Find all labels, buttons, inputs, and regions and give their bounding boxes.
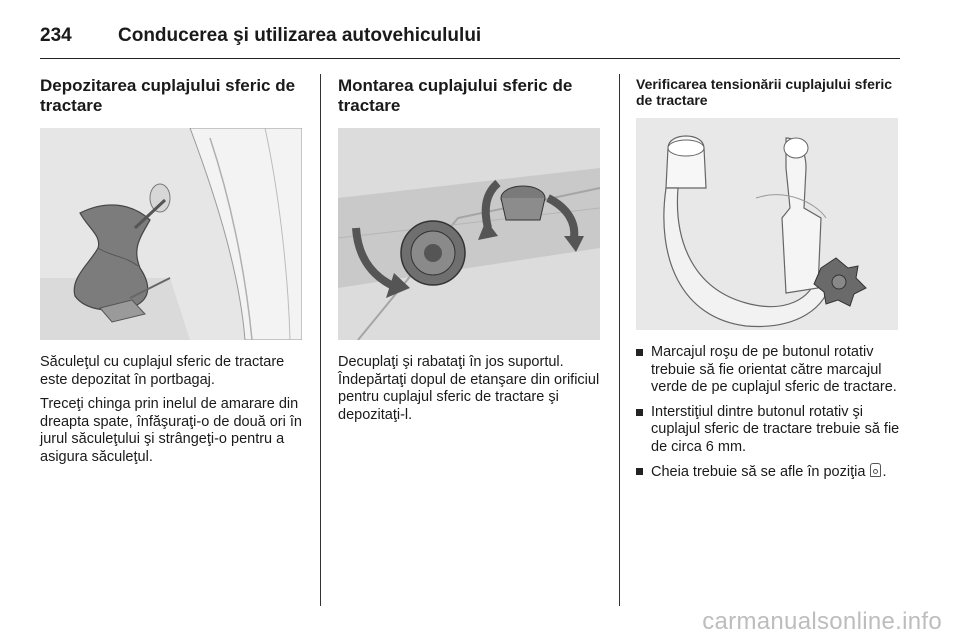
page-number: 234 (40, 25, 72, 46)
towbar-illustration (636, 118, 898, 330)
bullet-text-1: Marcajul roşu de pe butonul rotativ trebuie să fie orientat către marcajul verde de pe cuplajul sferic de tractare. (651, 344, 897, 395)
list-item (636, 344, 902, 397)
watermark: carmanualsonline.info (702, 608, 942, 635)
bullet-square-icon (636, 349, 643, 356)
page-title: Conducerea şi utilizarea autovehiculului (118, 25, 482, 46)
key-position-icon (870, 463, 881, 477)
bullet-square-icon (636, 468, 643, 475)
column-check-tension (636, 76, 902, 489)
list-item (636, 404, 902, 457)
bullet-text-3-end: . (882, 464, 887, 480)
column-storage (40, 76, 304, 466)
page-header (40, 14, 900, 59)
storage-text-1: Săculeţul cu cuplajul sferic de tractare este depozitat în portbagaj. (40, 354, 285, 388)
tow-socket-illustration (338, 128, 600, 340)
section-heading-mounting: Montarea cuplajului sferic de tractare (338, 76, 573, 115)
section-heading-check-tension: Verificarea tensionării cuplajului sferic de tractare (636, 76, 892, 108)
section-heading-storage: Depozitarea cuplajului sferic de tractare (40, 76, 296, 115)
tow-bag-in-trunk-illustration (40, 128, 302, 340)
column-divider (320, 74, 321, 606)
mounting-text-1: Decuplaţi şi rabataţi în jos suportul. Îndepărtaţi dopul de etanşare din orificiul pentru cuplajul sferic de tractare şi depozitaţi-l. (338, 354, 600, 423)
list-item (636, 463, 902, 482)
bullet-text-2: Interstiţiul dintre butonul rotativ şi cuplajul sferic de tractare trebuie să fie de circa 6 mm. (651, 403, 900, 455)
bullet-square-icon (636, 409, 643, 416)
storage-text-2: Treceţi chinga prin inelul de amarare din dreapta spate, înfăşuraţi-o de două ori în jurul săculeţului şi strângeţi-o pentru a asigura săculeţul. (40, 396, 302, 465)
check-list (636, 344, 902, 482)
column-divider (619, 74, 620, 606)
column-mounting (338, 76, 602, 424)
bullet-text-3: Cheia trebuie să se afle în poziţia (651, 464, 866, 480)
